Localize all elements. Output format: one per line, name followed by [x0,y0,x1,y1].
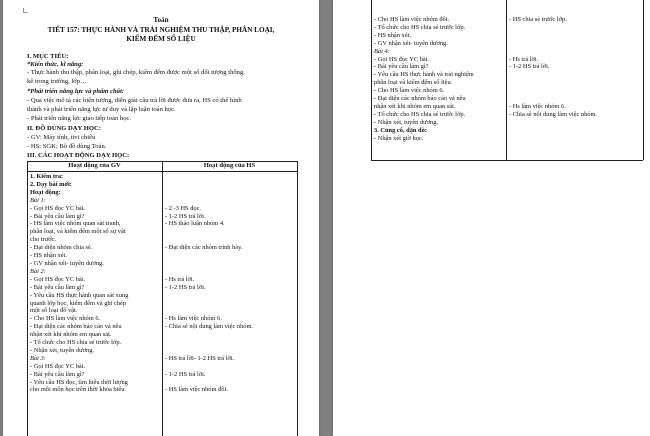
table-line: - GV nhận xét- tuyên dương. [374,39,448,47]
table-line: nhận xét khi nhóm em quan sát. [30,331,112,339]
materials-gv: - GV: Máy tính, tivi chiếu [27,134,96,141]
table-line: - Tổ chức cho HS chia sẻ trước lớp. [30,339,122,347]
table-line [165,181,295,189]
table-line: - Đại diện các nhóm trình bày. [165,244,243,252]
teacher-activity-column [30,173,160,394]
student-activity-column [165,173,295,394]
table-line: - HS chia sẻ trước lớp. [509,16,567,23]
table-line: - HS trả lời- 1-2 HS trả lời. [165,354,235,362]
table-line: - 1-2 HS trả lời. [165,283,206,291]
table-line: - Hs trả lời. [509,55,539,63]
table-line: - Yêu cầu HS đọc, tìm hiểu thời lượng [30,378,128,386]
table-line: - HS làm việc nhóm quan sát tranh, [30,220,121,228]
table-line [165,363,295,371]
table-line: Hoạt động: [30,188,61,196]
table-line [509,48,639,56]
table-line: - 2 -3 HS đọc. [165,204,202,212]
lesson-title-line2: KIỂM ĐẾM SỐ LIỆU [126,35,196,43]
table-line: - Yêu cầu HS thực hành và trải nghiệm [374,71,474,79]
table-line [165,260,295,268]
table-line [165,292,295,300]
section-activities: III. CÁC HOẠT ĐỘNG DẠY HỌC: [27,152,130,159]
table-line: - HS làm việc nhóm đôi. [165,386,228,394]
table-line: - HS nhận xét. [30,252,67,260]
section-materials: II. ĐỒ DÙNG DẠY HỌC: [27,125,101,132]
table-line: Bài 4: [374,47,390,55]
table-line: - Tổ chức cho HS chia sẻ trước lớp. [374,23,466,31]
table-line: Bài 2: [30,267,46,275]
table-line: - Chia sẻ nội dung làm việc nhóm. [509,110,598,118]
table-line [165,236,295,244]
lesson-title-line1: TIẾT 157: THỰC HÀNH VÀ TRẢI NGHIỆM THU THẬP, PHÂN LOẠI, [47,26,275,34]
knowledge-text-1: - Thực hành thu thập, phân loại, ghi chép, kiểm đếm được một số đối tượng thống [27,69,244,76]
table-line: một số loại đồ vật. [30,307,78,315]
document-page-2 [333,0,650,436]
table-line: - Chia sẻ nội dung làm việc nhóm. [165,323,254,331]
table-line: - Nhận xét, tuyên dương. [30,346,94,354]
table-line: - Nhận xét, tuyên dương. [374,118,438,126]
table-line [509,87,639,95]
table-line: - Gọi HS đọc YC bài. [374,55,430,63]
table-line [509,79,639,87]
table-line [165,379,295,387]
table-line: - Cho HS làm việc nhóm 6. [374,87,445,95]
table-line: quanh lớp học, kiểm đếm và ghi chép [30,299,127,307]
column-header-hs: Hoạt động của HS [203,162,256,169]
document-page-1 [3,0,319,436]
table-line: - Bài yêu cầu làm gì? [30,212,85,220]
table-line: - Hs làm việc nhóm 6. [509,102,566,110]
knowledge-text-2: kê trong trường, lớp… [27,78,87,85]
table-line: cho mỗi môn học trên thời khóa biểu. [30,386,127,394]
table-line: - Bài yêu cầu làm gì? [374,63,429,71]
table-line [509,40,639,48]
table-line [509,95,639,103]
table-line: - Gọi HS đọc YC bài. [30,204,86,212]
table-line: Bài 3: [30,354,46,362]
table-line [509,127,639,135]
table-line: - Cho HS làm việc nhóm đôi. [374,16,450,23]
section-objectives: I. MỤC TIÊU: [27,53,69,60]
table-line [165,307,295,315]
teacher-activity-column-cont [374,16,504,143]
table-line: 2. Dạy bài mới: [30,180,72,188]
ability-text-3: - Phát triển năng lực giao tiếp toán học. [27,115,132,122]
table-line [165,339,295,347]
table-line: - HS thảo luận nhóm 4. [165,220,225,228]
table-line: - Bài yêu cầu làm gì? [30,283,85,291]
table-line: - 1-2 HS trả lời. [165,370,206,378]
table-line: - Đại diện các nhóm báo cáo và nêu [30,323,122,331]
table-line: - 1-2 HS trả lời. [509,63,550,71]
table-line [509,135,639,143]
table-line: - Cho HS làm việc nhóm 6. [30,315,101,323]
table-line: 3. Củng cố, dặn dò: [374,126,427,134]
table-line [165,173,295,181]
column-header-gv: Hoạt động của GV [68,162,121,169]
table-line: - Đại diện các nhóm báo cáo và nêu [374,95,466,103]
table-line: Bài 1: [30,196,46,204]
table-line [165,197,295,205]
subject-heading: Toán [153,16,169,24]
table-line [509,119,639,127]
materials-hs: - HS: SGK; Bộ đồ dùng Toán. [27,143,107,150]
table-line: 1. Kiểm tra: [30,173,64,180]
table-line: - Gọi HS đọc YC bài. [30,362,86,370]
knowledge-heading: *Kiến thức, kĩ năng: [27,61,84,68]
table-line [165,331,295,339]
table-line: phân loại và kiểm đếm số liệu. [374,79,453,87]
student-activity-column-cont [509,16,639,143]
table-line [509,71,639,79]
table-line: cho trước. [30,236,57,244]
table-line [509,24,639,32]
table-line: phân loại, và kiểm đếm một số sự vật [30,228,126,236]
ability-text-1: - Qua việc mô tả các hiện tượng, diễn giải câu trả lời được đưa ra, HS có thể hình [27,97,242,104]
table-line: - Gọi HS đọc YC bài. [30,275,86,283]
table-line [165,189,295,197]
table-line: - Nhận xét giờ học. [374,134,424,142]
ability-heading: *Phát triển năng lực và phẩm chất: [27,88,125,95]
table-line: - Hs làm việc nhóm 6. [165,315,222,323]
table-line: - Hs trả lời. [165,275,195,283]
table-line: - 1-2 HS trả lời. [165,212,206,220]
table-line [165,228,295,236]
table-line: - HS nhận xét. [374,31,411,39]
ability-text-2: thành và phát triển năng lực tư duy và lập luận toán học. [27,106,176,113]
margin-mark [23,8,28,13]
table-line: - GV nhận xét- tuyên dương. [30,259,104,267]
table-line: - Yêu cầu HS thực hành quan sát xung [30,291,129,299]
table-line: - Tổ chức cho HS chia sẻ trước lớp. [374,110,466,118]
table-line [165,252,295,260]
table-line: nhận xét khi nhóm em quan sát. [374,102,456,110]
table-line [165,268,295,276]
table-line: - Bài yêu cầu làm gì? [30,370,85,378]
table-line: - Đại diện nhóm chia sẻ. [30,244,93,252]
table-line [165,300,295,308]
table-line [165,347,295,355]
table-line [509,32,639,40]
